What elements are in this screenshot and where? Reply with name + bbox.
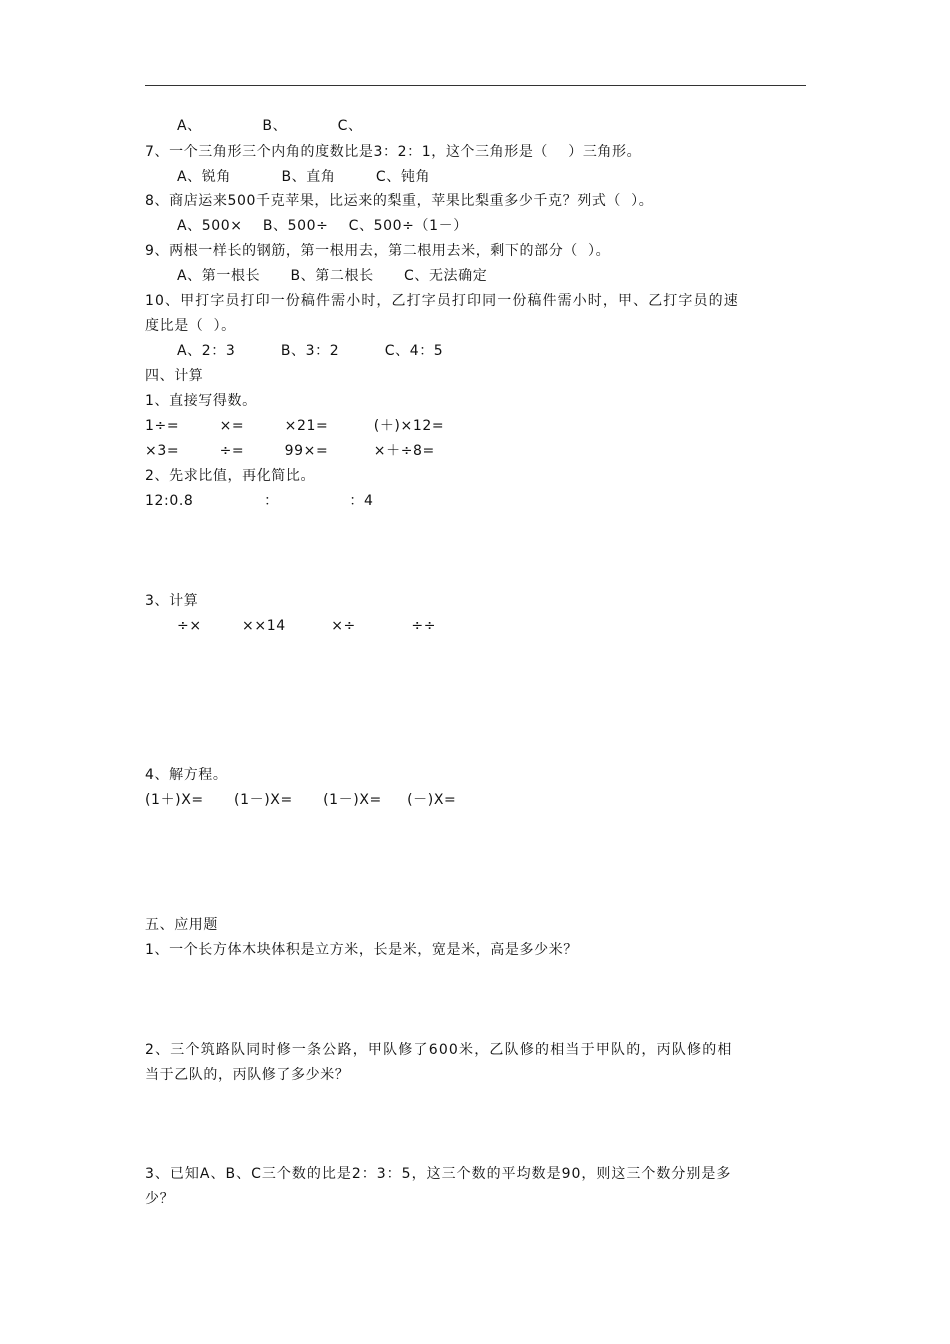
calc-4-title: 4、解方程。 [145,767,228,783]
question-8: 8、商店运来500千克苹果，比运来的梨重，苹果比梨重多少千克？列式（ ）。 [145,193,654,209]
calc-4-row: (1＋)X= (1－)X= (1－)X= (－)X= [145,792,457,808]
q7-options: A、锐角 B、直角 C、钝角 [177,169,431,185]
q8-options: A、500× B、500÷ C、500÷（1－） [177,218,468,234]
question-10-line1: 10、甲打字员打印一份稿件需小时，乙打字员打印同一份稿件需小时，甲、乙打字员的速 [145,293,739,309]
question-10-line2: 度比是（ ）。 [145,318,236,334]
word-problem-3-line2: 少？ [145,1191,175,1207]
section-5-heading: 五、应用题 [145,917,218,933]
calc-1-title: 1、直接写得数。 [145,393,257,409]
word-problem-2-line1: 2、三个筑路队同时修一条公路，甲队修了600米，乙队修的相当于甲队的，丙队修的相 [145,1042,733,1058]
word-problem-3-line1: 3、已知A、B、C三个数的比是2：3：5，这三个数的平均数是90，则这三个数分别是多 [145,1166,732,1182]
calc-2-title: 2、先求比值，再化简比。 [145,468,316,484]
q6-options: A、 B、 C、 [177,118,363,134]
header-rule [145,85,806,86]
question-7: 7、一个三角形三个内角的度数比是3：2：1，这个三角形是（ ）三角形。 [145,144,642,160]
calc-1-row2: ×3= ÷= 99×= ×＋÷8= [145,443,435,459]
calc-3-row: ÷× ××14 ×÷ ÷÷ [177,618,437,634]
word-problem-2-line2: 当于乙队的，丙队修了多少米？ [145,1067,350,1083]
question-9: 9、两根一样长的钢筋，第一根用去，第二根用去米，剩下的部分（ ）。 [145,243,611,259]
calc-3-title: 3、计算 [145,593,199,609]
q9-options: A、第一根长 B、第二根长 C、无法确定 [177,268,488,284]
section-4-heading: 四、计算 [145,368,204,384]
q10-options: A、2：3 B、3：2 C、4：5 [177,343,444,359]
word-problem-1: 1、一个长方体木块体积是立方米，长是米，宽是米，高是多少米？ [145,942,578,958]
calc-2-row: 12:0.8 ： ：4 [145,493,374,509]
calc-1-row1: 1÷= ×= ×21= (＋)×12= [145,418,445,434]
